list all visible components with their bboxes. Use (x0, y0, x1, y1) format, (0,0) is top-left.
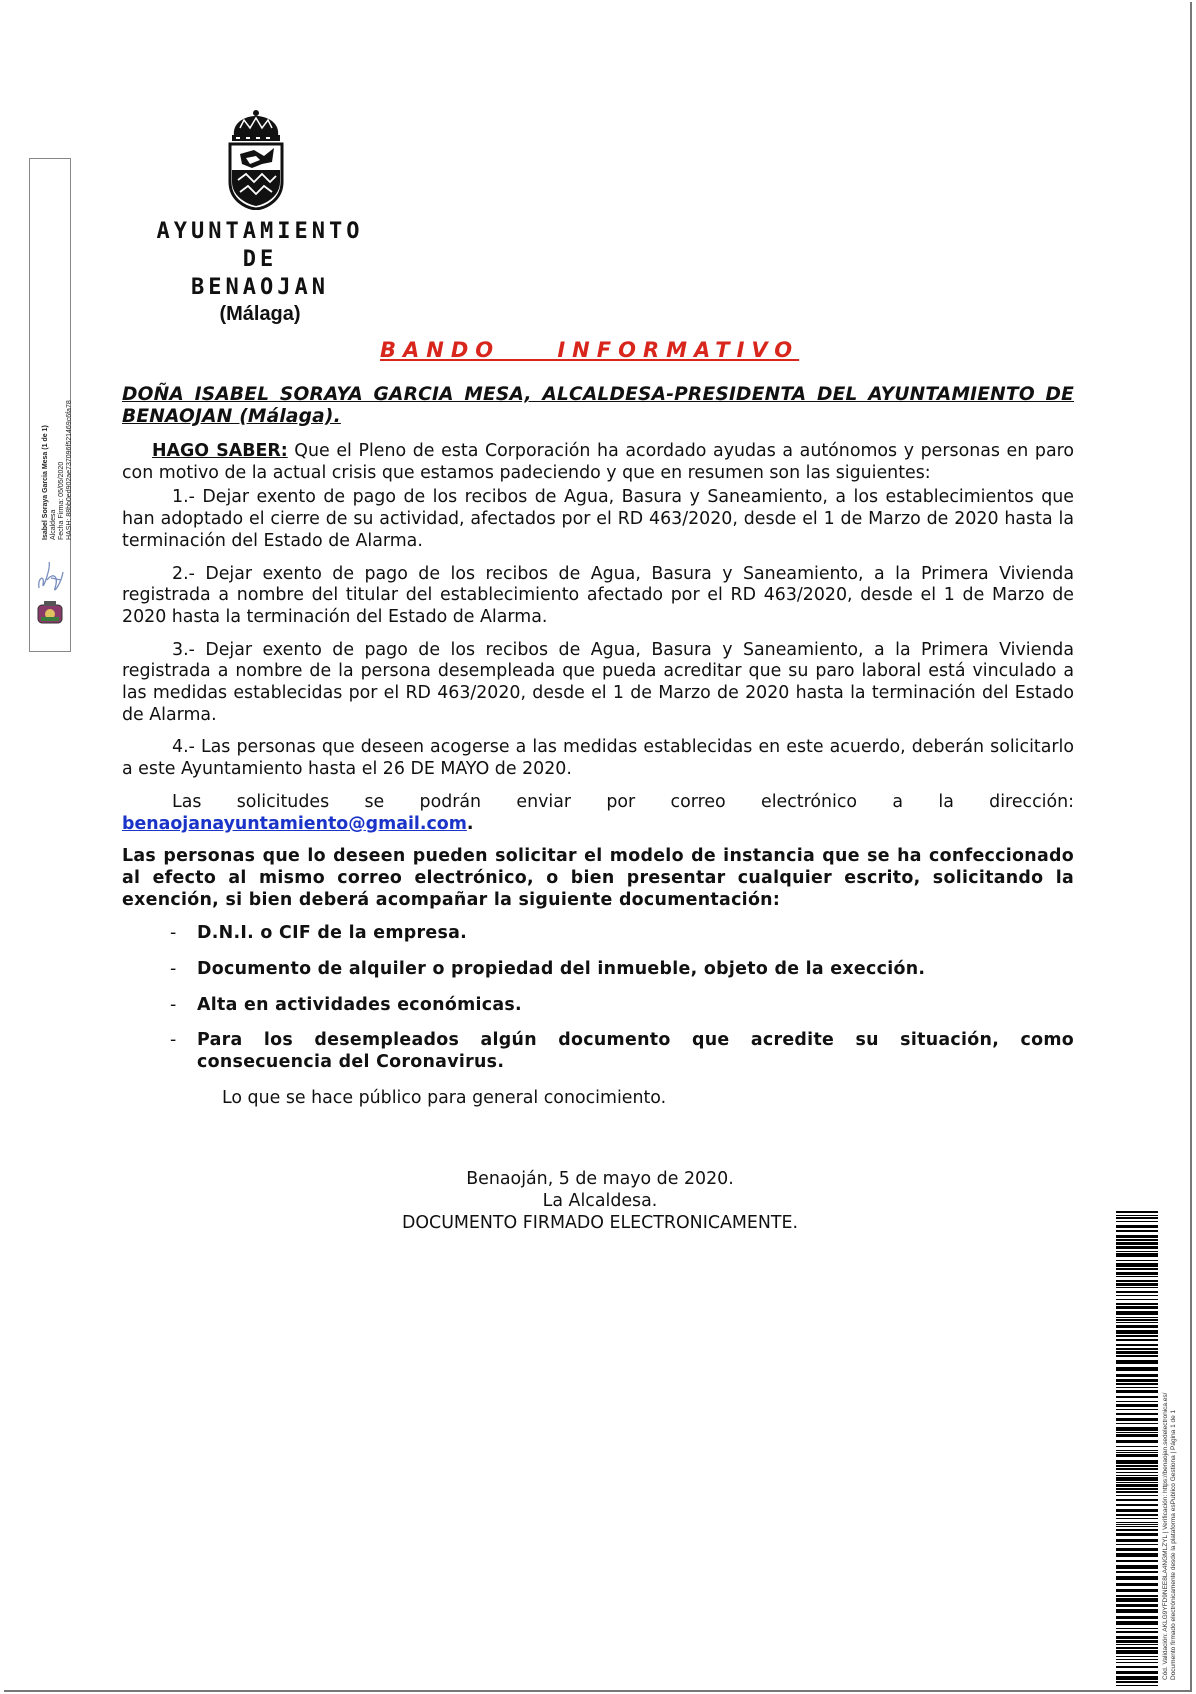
barcode-bar (1116, 1539, 1158, 1542)
barcode-bar (1116, 1589, 1158, 1592)
electronic-signature-note: DOCUMENTO FIRMADO ELECTRONICAMENTE. (401, 1213, 799, 1233)
point-3: 3.- Dejar exento de pago de los recibos de Agua, Basura y Saneamiento, a la Primera Vivienda registrada a nombre de la persona desempleada que pueda acreditar que su paro laboral está vinculado a las medidas establecidas por el RD 463/2020, desde el 1 de Marzo de 2020 hasta la terminación del Estado de Alarma. (122, 639, 1074, 725)
barcode-bar (1116, 1514, 1158, 1516)
handwritten-signature-icon (33, 558, 65, 598)
barcode-bar (1116, 1434, 1158, 1437)
barcode-bar (1116, 1295, 1158, 1296)
mayor-heading: DOÑA ISABEL SORAYA GARCIA MESA, ALCALDESA-PRESIDENTA DEL AYUNTAMIENTO DE BENAOJAN (Málaga). (122, 384, 1074, 427)
barcode-bar (1116, 1440, 1158, 1443)
point-1: 1.- Dejar exento de pago de los recibos de Agua, Basura y Saneamiento, a los establecimientos que han adoptado el cierre de su actividad, afectados por el RD 463/2020, desde el 1 de Marzo de 2020 hasta la terminación del Estado de Alarma. (122, 487, 1074, 551)
barcode-bar (1116, 1676, 1158, 1680)
barcode-bar (1116, 1330, 1158, 1334)
barcode-bar (1116, 1595, 1158, 1597)
barcode-bar (1116, 1335, 1158, 1337)
barcode-bar (1116, 1268, 1158, 1270)
document-body (122, 384, 1074, 1110)
barcode-bar (1116, 1450, 1158, 1451)
barcode-bar (1116, 1322, 1158, 1323)
barcode-bar (1116, 1553, 1158, 1557)
barcode-bar (1116, 1291, 1158, 1293)
barcode-bar (1116, 1495, 1158, 1496)
barcode-bar (1116, 1522, 1158, 1523)
barcode-bar (1116, 1418, 1158, 1421)
bullet-dash: - (170, 923, 177, 944)
barcode-bar (1116, 1325, 1158, 1328)
documentation-paragraph: Las personas que lo deseen pueden solicitar el modelo de instancia que se ha confeccionado al efecto al mismo correo electrónico, o bien presentar cualquier escrito, solicitando la exención, si bien deberá acompañar la siguiente documentación: (122, 846, 1074, 910)
barcode-bar (1116, 1609, 1158, 1613)
email-line (122, 814, 1074, 836)
barcode-bar (1116, 1685, 1158, 1686)
barcode-bar (1116, 1616, 1158, 1619)
barcode-bar (1116, 1671, 1158, 1674)
barcode-bar (1116, 1666, 1158, 1668)
signature-hash: HASH: 88bb0ed902ae737096f521469c6fa78 (66, 400, 73, 540)
barcode-bar (1116, 1491, 1158, 1493)
bullet-dash: - (170, 1030, 177, 1051)
barcode-bar (1116, 1390, 1158, 1393)
document-item (122, 995, 1074, 1017)
barcode-bar (1116, 1246, 1158, 1249)
bullet-dash: - (170, 994, 177, 1015)
barcode-bar (1116, 1299, 1158, 1300)
barcode-bar (1116, 1628, 1158, 1629)
signature-date: Fecha Firma: 05/05/2020 (58, 461, 65, 540)
barcode-bar (1116, 1465, 1158, 1467)
email-end: . (466, 813, 474, 834)
intro-paragraph (122, 441, 1074, 484)
barcode-bar (1116, 1221, 1158, 1222)
barcode-bar (1116, 1287, 1158, 1288)
barcode-bar (1116, 1544, 1158, 1545)
barcode-bar (1116, 1460, 1158, 1464)
document-item (122, 1030, 1074, 1073)
place-date: Benaoján, 5 de mayo de 2020. (466, 1169, 734, 1189)
email-intro: Las solicitudes se podrán enviar por correo electrónico a la dirección: (172, 791, 1074, 812)
barcode-bar (1116, 1348, 1158, 1350)
documents-list (122, 923, 1074, 1074)
barcode-bar (1116, 1311, 1158, 1315)
barcode-bar (1116, 1644, 1158, 1645)
document-item-text: Alta en actividades económicas. (197, 994, 522, 1015)
barcode-bar (1116, 1383, 1158, 1385)
barcode-bar (1116, 1650, 1158, 1654)
barcode-bar (1116, 1272, 1158, 1275)
verification-platform: Documento firmado electrónicamente desde la plataforma esPublico Gestiona | Página 1 de 1 (1170, 1409, 1177, 1680)
barcode-bar (1116, 1303, 1158, 1305)
verification-code: Cód. Validación: AKLG9YFD9NEE8LA4NGMLZYL | Verificación: https://benaojan.sedelectronica.es/ (1162, 1392, 1169, 1680)
document-title: BANDO INFORMATIVO (380, 338, 800, 362)
barcode-bar (1116, 1242, 1158, 1245)
closing-text: Lo que se hace público para general conocimiento. (222, 1087, 667, 1108)
barcode-bar (1116, 1355, 1158, 1357)
barcode-bar (1116, 1339, 1158, 1341)
document-item-text: Para los desempleados algún documento que acredite su situación, como consecuencia del Coronavirus. (197, 1030, 1074, 1073)
barcode-bar (1116, 1565, 1158, 1569)
barcode-bar (1116, 1427, 1158, 1431)
barcode-bar (1116, 1360, 1158, 1364)
council-name-line3: BENAOJAN (191, 275, 329, 300)
barcode-bar (1116, 1631, 1158, 1633)
bullet-dash: - (170, 959, 177, 980)
barcode-bar (1116, 1260, 1158, 1261)
document-item-text: D.N.I. o CIF de la empresa. (197, 923, 468, 944)
barcode-bar (1116, 1344, 1158, 1346)
barcode-bar (1116, 1283, 1158, 1286)
barcode-bar (1116, 1454, 1158, 1457)
barcode-bar (1116, 1681, 1158, 1683)
barcode-bar (1116, 1280, 1158, 1282)
barcode-bar (1116, 1306, 1158, 1309)
barcode-bar (1116, 1576, 1158, 1580)
barcode-bar (1116, 1571, 1158, 1573)
council-name-line1: AYUNTAMIENTO (156, 219, 364, 244)
barcode-bar (1116, 1533, 1158, 1536)
barcode-bar (1116, 1225, 1158, 1228)
point-2: 2.- Dejar exento de pago de los recibos de Agua, Basura y Saneamiento, a la Primera Vivienda registrada a nombre del titular del establecimiento afectado por el RD 463/2020, desde el 1 de Marzo de 2020 hasta la terminación del Estado de Alarma. (122, 563, 1074, 627)
barcode-bar (1116, 1509, 1158, 1512)
barcode-bar (1116, 1235, 1158, 1238)
barcode-bar (1116, 1484, 1158, 1487)
province-label: (Málaga) (219, 303, 301, 325)
barcode-bar (1116, 1659, 1158, 1660)
barcode-bar (1116, 1636, 1158, 1639)
signatory-role: La Alcaldesa. (542, 1191, 658, 1211)
barcode-bar (1116, 1239, 1158, 1241)
barcode-bar (1116, 1251, 1158, 1252)
barcode-bar (1116, 1253, 1158, 1257)
barcode-bar (1116, 1404, 1158, 1407)
barcode-bar (1116, 1647, 1158, 1649)
barcode-bar (1116, 1276, 1158, 1277)
document-item-text: Documento de alquiler o propiedad del inmueble, objeto de la exección. (197, 959, 926, 980)
barcode-bar (1116, 1409, 1158, 1410)
document-item (122, 923, 1074, 945)
barcode-bar (1116, 1560, 1158, 1562)
barcode-bar (1116, 1583, 1158, 1586)
point-4: 4.- Las personas que deseen acogerse a las medidas establecidas en este acuerdo, deberán solicitarlo a este Ayuntamiento hasta el 26 DE MAYO de 2020. (122, 737, 1074, 780)
barcode-bar (1116, 1217, 1158, 1219)
municipal-seal-icon (35, 600, 65, 626)
barcode-bar (1116, 1215, 1158, 1216)
intro-text: Que el Pleno de esta Corporación ha acordado ayudas a autónomos y personas en paro con motivo de la actual crisis que estamos padeciendo y que en resumen son las siguientes: (122, 441, 1075, 483)
barcode-bar (1116, 1468, 1158, 1470)
coat-of-arms-icon (226, 108, 286, 210)
barcode-bar (1116, 1504, 1158, 1506)
barcode-bar (1116, 1263, 1158, 1267)
barcode-bar (1116, 1387, 1158, 1388)
email-link[interactable]: benaojanayuntamiento@gmail.com (122, 813, 467, 834)
barcode-bar (1116, 1379, 1158, 1382)
barcode-bar (1116, 1482, 1158, 1483)
barcode-bar (1116, 1518, 1158, 1519)
barcode-bar (1116, 1230, 1158, 1232)
barcode-bar (1116, 1446, 1158, 1447)
signature-block (380, 1168, 820, 1234)
barcode-bar (1116, 1656, 1158, 1657)
barcode-bar (1116, 1367, 1158, 1371)
signer-role: Alcaldesa (50, 509, 57, 540)
barcode-bar (1116, 1662, 1158, 1663)
barcode-bar (1116, 1472, 1158, 1473)
barcode-bar (1116, 1477, 1158, 1481)
barcode-bar (1116, 1604, 1158, 1607)
barcode-bar (1116, 1526, 1158, 1527)
barcode-bar (1116, 1475, 1158, 1476)
barcode-bar (1116, 1529, 1158, 1531)
barcode-icon (1116, 1211, 1158, 1686)
barcode-bar (1116, 1351, 1158, 1354)
document-item (122, 959, 1074, 981)
barcode-bar (1116, 1524, 1158, 1525)
intro-label: HAGO SABER: (152, 441, 288, 461)
barcode-bar (1116, 1452, 1158, 1453)
barcode-bar (1116, 1488, 1158, 1490)
barcode-bar (1116, 1317, 1158, 1318)
barcode-bar (1116, 1396, 1158, 1398)
barcode-bar (1116, 1319, 1158, 1321)
barcode-bar (1116, 1401, 1158, 1402)
barcode-bar (1116, 1548, 1158, 1551)
barcode-bar (1116, 1413, 1158, 1415)
barcode-bar (1116, 1621, 1158, 1625)
barcode-bar (1116, 1640, 1158, 1643)
barcode-bar (1116, 1374, 1158, 1377)
barcode-bar (1116, 1423, 1158, 1424)
barcode-bar (1116, 1432, 1158, 1433)
signature-panel-text (42, 400, 74, 540)
council-name-line2: DE (242, 247, 278, 272)
barcode-bar (1116, 1499, 1158, 1501)
verification-text (1162, 1393, 1178, 1680)
signer-name: Isabel Soraya Garcia Mesa (1 de 1) (42, 425, 49, 540)
barcode-bar (1116, 1598, 1158, 1602)
barcode-bar (1116, 1211, 1158, 1213)
